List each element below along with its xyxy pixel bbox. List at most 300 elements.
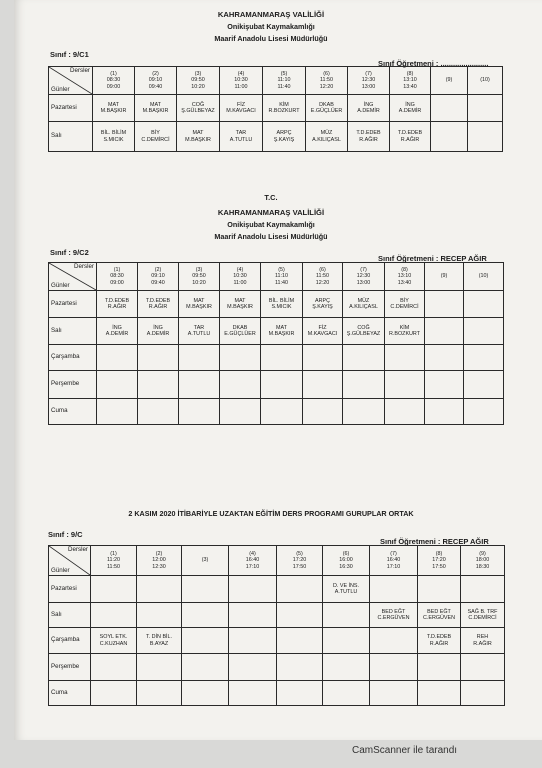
top-fragment: [0, 0, 542, 2]
lesson-cell: [93, 95, 135, 122]
period-n: (2): [152, 70, 159, 77]
period-t1: 11:50: [319, 77, 334, 84]
lesson-cell: [97, 318, 138, 345]
lesson-cell: [220, 399, 261, 425]
lesson-cell: [261, 371, 303, 399]
day-label: Salı: [49, 318, 97, 345]
period-n: (6): [342, 550, 350, 557]
lesson-name: ARPÇ: [315, 297, 330, 304]
lesson-cell: [220, 318, 261, 345]
corner-dersler: Dersler: [68, 546, 88, 553]
period-t1: 09:10: [148, 77, 163, 84]
b1-line2: Onikişubat Kaymakamlığı: [227, 22, 315, 31]
teacher-name: A.KILIÇASL: [312, 136, 341, 143]
period-t2: 09:40: [151, 279, 165, 286]
period-header: [177, 67, 220, 95]
lesson-cell: [461, 576, 505, 603]
period-t2: 11:00: [233, 279, 247, 286]
lesson-cell: [418, 628, 461, 654]
period-n: (5): [278, 266, 285, 273]
lesson-name: İNG: [153, 324, 163, 331]
lesson-name: FİZ: [318, 324, 327, 331]
lesson-cell: [138, 399, 179, 425]
period-t2: 12:30: [152, 563, 166, 570]
lesson-name: REH: [476, 634, 489, 641]
lesson-name: MAT: [276, 324, 287, 331]
lesson-name: TAR: [235, 130, 247, 137]
lesson-name: T.D.EDEB: [356, 130, 381, 137]
period-t1: 08:30: [110, 273, 124, 280]
lesson-cell: [182, 576, 229, 603]
lesson-name: BED EĞT: [427, 608, 451, 615]
day-row: [49, 681, 505, 706]
lesson-name: BİL. BİLİM: [100, 130, 127, 137]
period-t1: 13:10: [403, 77, 417, 84]
period-n: (2): [154, 266, 162, 273]
lesson-cell: [137, 603, 182, 628]
lesson-name: MÜZ: [320, 130, 333, 137]
lesson-name: MAT: [234, 297, 246, 304]
period-t1: 12:30: [361, 77, 376, 84]
teacher-name: M.KAVGACI: [307, 331, 338, 337]
lesson-cell: [418, 576, 461, 603]
lesson-name: SAĞ B. TRF: [467, 608, 498, 615]
lesson-cell: [277, 576, 323, 603]
b3-title: 2 KASIM 2020 İTİBARİYLE UZAKTAN EĞİTİM DERS PROGRAMI GURUPLAR ORTAK: [128, 509, 414, 518]
lesson-cell: [263, 122, 306, 152]
period-header: [306, 67, 348, 95]
period-n: (8): [435, 550, 443, 557]
lesson-cell: [431, 122, 468, 152]
day-label: Perşembe: [49, 654, 91, 681]
lesson-name: ARPÇ: [276, 130, 292, 137]
lesson-cell: [461, 603, 505, 628]
day-row: [49, 654, 505, 681]
lesson-cell: [179, 291, 220, 318]
lesson-name: COĞ: [357, 324, 370, 331]
period-t2: 11:50: [106, 563, 121, 570]
teacher-name: B.AYAZ: [149, 640, 169, 647]
period-header: [137, 546, 182, 576]
lesson-cell: [323, 628, 370, 654]
teacher-name: R.AĞIR: [429, 640, 449, 647]
period-n: (5): [280, 70, 288, 77]
period-header: [220, 263, 261, 291]
lesson-cell: [303, 291, 343, 318]
lesson-cell: [97, 399, 138, 425]
lesson-name: KİM: [279, 101, 289, 108]
teacher-name: M.BAŞKIR: [186, 304, 212, 310]
lesson-cell: [229, 654, 277, 681]
lesson-cell: [343, 371, 385, 399]
period-header: [91, 546, 137, 576]
day-label: Çarşamba: [49, 628, 91, 654]
lesson-cell: [179, 371, 220, 399]
lesson-cell: [229, 576, 277, 603]
lesson-cell: [385, 371, 425, 399]
teacher-name: Ş.GÜLBEYAZ: [181, 108, 215, 114]
lesson-cell: [323, 576, 370, 603]
lesson-cell: [220, 95, 263, 122]
corner-dersler: Dersler: [74, 263, 94, 270]
b2-class-label: Sınıf : 9/C2: [50, 248, 89, 257]
corner-gunler: Günler: [51, 281, 70, 289]
period-header: [370, 546, 418, 576]
period-header: [229, 546, 277, 576]
teacher-name: M.BAŞKIR: [100, 108, 127, 114]
day-row: [49, 95, 503, 122]
header-row: [49, 263, 504, 291]
teacher-name: A.KILIÇASL: [349, 304, 378, 310]
day-row: [49, 628, 505, 654]
lesson-cell: [343, 345, 385, 371]
period-n: (9): [440, 273, 448, 280]
lesson-cell: [263, 95, 306, 122]
timetable-9c-remote: [48, 545, 505, 706]
lesson-cell: [425, 345, 464, 371]
lesson-cell: [370, 654, 418, 681]
lesson-cell: [177, 122, 220, 152]
lesson-name: DKAB: [232, 324, 248, 331]
lesson-cell: [277, 603, 323, 628]
b2-tc: T.C.: [264, 193, 278, 202]
teacher-name: A.TUTLU: [187, 331, 211, 337]
lesson-cell: [468, 122, 503, 152]
teacher-name: M.BAŞKIR: [142, 108, 169, 114]
period-t1: 16:40: [245, 557, 260, 564]
period-header: [461, 546, 505, 576]
lesson-name: SOYL ETK.: [99, 634, 128, 641]
lesson-name: DKAB: [319, 101, 334, 108]
lesson-cell: [461, 654, 505, 681]
b2-title: KAHRAMANMARAŞ VALİLİĞİ: [217, 208, 325, 217]
lesson-cell: [97, 345, 138, 371]
day-row: [49, 371, 504, 399]
lesson-cell: [220, 122, 263, 152]
period-header: [135, 67, 177, 95]
lesson-cell: [370, 576, 418, 603]
teacher-name: C.DEMİRCİ: [141, 136, 170, 143]
lesson-cell: [137, 681, 182, 706]
b2-line2: Onikişubat Kaymakamlığı: [227, 220, 315, 229]
lesson-cell: [138, 371, 179, 399]
lesson-name: MAT: [192, 130, 204, 137]
lesson-cell: [306, 122, 348, 152]
lesson-cell: [425, 399, 464, 425]
corner-cell: [49, 67, 93, 95]
teacher-name: M.BAŞKIR: [268, 331, 295, 337]
lesson-cell: [220, 291, 261, 318]
period-header: [418, 546, 461, 576]
teacher-name: Ş.KAYIŞ: [273, 136, 295, 143]
lesson-cell: [431, 95, 468, 122]
period-header: [390, 67, 431, 95]
period-header: [343, 263, 385, 291]
teacher-name: C.DEMİRCİ: [468, 615, 497, 621]
period-t1: 12:00: [152, 557, 166, 564]
lesson-cell: [138, 345, 179, 371]
lesson-cell: [137, 628, 182, 654]
lesson-cell: [261, 318, 303, 345]
lesson-cell: [461, 628, 505, 654]
period-t2: 12:20: [319, 83, 334, 90]
period-header: [277, 546, 323, 576]
lesson-cell: [91, 654, 137, 681]
teacher-name: C.KUZHAN: [99, 640, 128, 647]
teacher-name: A.DEMİR: [146, 331, 170, 337]
header-row: [49, 546, 505, 576]
period-header: [93, 67, 135, 95]
lesson-cell: [182, 681, 229, 706]
teacher-name: C.DEMİRCİ: [390, 304, 419, 310]
period-n: (4): [237, 70, 245, 77]
period-t2: 13:00: [361, 83, 376, 90]
period-n: (1): [110, 70, 117, 77]
corner-cell: [49, 546, 91, 576]
lesson-cell: [261, 399, 303, 425]
teacher-name: A.TUTLU: [334, 589, 358, 595]
period-t2: 13:40: [397, 279, 412, 286]
lesson-name: İNG: [405, 101, 415, 108]
b3-teacher-label: Sınıf Öğretmeni : RECEP AĞIR: [380, 537, 489, 546]
period-t1: 11:50: [315, 273, 330, 280]
lesson-name: T.D.EDEB: [104, 297, 130, 304]
lesson-cell: [177, 95, 220, 122]
lesson-cell: [323, 603, 370, 628]
period-n: (10): [478, 273, 489, 280]
day-row: [49, 318, 504, 345]
teacher-name: R.AĞIR: [400, 136, 420, 143]
b1-teacher-label: Sınıf Öğretmeni : .......................: [378, 59, 489, 68]
lesson-cell: [182, 654, 229, 681]
lesson-name: BİL. BİLİM: [268, 297, 295, 304]
lesson-cell: [464, 371, 504, 399]
period-t2: 13:00: [356, 279, 371, 286]
lesson-cell: [370, 603, 418, 628]
period-t2: 09:00: [110, 279, 124, 286]
period-t1: 11:10: [274, 273, 289, 280]
lesson-name: T.D.EDEB: [145, 297, 171, 304]
period-t2: 10:20: [192, 279, 206, 286]
teacher-name: R.AĞIR: [148, 304, 168, 310]
b3-class-label: Sınıf : 9/C: [48, 530, 83, 539]
period-t1: 16:00: [339, 557, 353, 564]
b1-class-label: Sınıf : 9/C1: [50, 50, 89, 59]
lesson-cell: [220, 371, 261, 399]
period-t2: 17:50: [292, 563, 307, 570]
lesson-name: T.D.EDEB: [397, 130, 423, 137]
period-t1: 17:20: [432, 557, 446, 564]
period-t2: 17:10: [386, 563, 401, 570]
period-n: (7): [360, 266, 367, 273]
period-header: [263, 67, 306, 95]
lesson-cell: [137, 576, 182, 603]
lesson-cell: [261, 291, 303, 318]
corner-cell: [49, 263, 97, 291]
lesson-name: MAT: [150, 101, 161, 108]
period-n: (6): [319, 266, 326, 273]
lesson-cell: [91, 628, 137, 654]
teacher-name: S.MICIK: [103, 136, 124, 143]
period-n: (4): [249, 550, 256, 557]
lesson-cell: [418, 654, 461, 681]
day-label: Pazartesi: [49, 576, 91, 603]
period-t2: 18:30: [475, 563, 490, 570]
lesson-cell: [303, 345, 343, 371]
day-row: [49, 291, 504, 318]
lesson-cell: [343, 399, 385, 425]
period-t1: 09:50: [191, 77, 205, 84]
lesson-cell: [93, 122, 135, 152]
timetable-9c2: [48, 262, 504, 425]
teacher-name: C.ERGÜVEN: [377, 615, 410, 621]
lesson-cell: [390, 122, 431, 152]
day-row: [49, 345, 504, 371]
teacher-name: E.GÜÇLÜER: [224, 331, 256, 337]
teacher-name: A.DEMİR: [105, 331, 129, 337]
lesson-name: D. VE İNS.: [332, 582, 360, 589]
lesson-cell: [179, 318, 220, 345]
lesson-cell: [385, 291, 425, 318]
period-t1: 11:10: [277, 77, 291, 84]
day-row: [49, 122, 503, 152]
day-label: Perşembe: [49, 371, 97, 399]
lesson-cell: [418, 681, 461, 706]
period-n: (8): [401, 266, 408, 273]
period-header: [464, 263, 504, 291]
lesson-name: MÜZ: [357, 297, 370, 304]
period-t1: 13:10: [397, 273, 412, 280]
corner-gunler: Günler: [51, 85, 70, 93]
period-t1: 08:30: [106, 77, 121, 84]
lesson-cell: [390, 95, 431, 122]
teacher-name: M.BAŞKIR: [227, 304, 253, 310]
period-n: (1): [110, 550, 117, 557]
period-n: (9): [445, 77, 453, 84]
lesson-cell: [468, 95, 503, 122]
lesson-cell: [370, 628, 418, 654]
lesson-cell: [385, 318, 425, 345]
lesson-name: BİY: [151, 130, 160, 137]
day-row: [49, 576, 505, 603]
lesson-cell: [464, 345, 504, 371]
lesson-cell: [277, 654, 323, 681]
period-t1: 17:20: [292, 557, 307, 564]
period-header: [303, 263, 343, 291]
period-header: [179, 263, 220, 291]
period-n: (3): [195, 266, 203, 273]
period-header: [182, 546, 229, 576]
lesson-cell: [97, 291, 138, 318]
lesson-cell: [97, 371, 138, 399]
period-t2: 11:40: [277, 83, 291, 90]
period-t1: 11:20: [106, 557, 121, 564]
teacher-name: S.MICIK: [271, 304, 292, 310]
teacher-name: E.GÜÇLÜER: [310, 108, 343, 114]
b2-line3: Maarif Anadolu Lisesi Müdürlüğü: [214, 232, 328, 241]
lesson-cell: [464, 318, 504, 345]
period-n: (10): [480, 77, 490, 84]
period-header: [323, 546, 370, 576]
teacher-name: R.AĞIR: [359, 136, 378, 143]
day-label: Çarşamba: [49, 345, 97, 371]
lesson-name: FİZ: [236, 101, 246, 108]
lesson-name: BED EĞT: [381, 608, 406, 615]
teacher-name: Ş.KAYIŞ: [312, 304, 333, 310]
teacher-name: R.BOZKURT: [268, 108, 300, 114]
lesson-cell: [91, 576, 137, 603]
period-n: (6): [323, 70, 330, 77]
lesson-cell: [261, 345, 303, 371]
period-t1: 18:00: [475, 557, 490, 564]
period-t1: 10:30: [233, 273, 247, 280]
day-label: Cuma: [49, 399, 97, 425]
period-header: [431, 67, 468, 95]
lesson-cell: [91, 681, 137, 706]
period-t1: 10:30: [234, 77, 248, 84]
lesson-cell: [425, 291, 464, 318]
teacher-name: C.ERGÜVEN: [422, 615, 456, 621]
period-t2: 13:40: [403, 83, 417, 90]
teacher-name: A.DEMİR: [357, 108, 380, 114]
period-t2: 16:30: [339, 563, 353, 570]
day-label: Pazartesi: [49, 95, 93, 122]
lesson-cell: [323, 654, 370, 681]
day-row: [49, 399, 504, 425]
lesson-cell: [461, 681, 505, 706]
timetable-9c1: [48, 66, 503, 152]
day-row: [49, 603, 505, 628]
day-label: Salı: [49, 122, 93, 152]
lesson-cell: [303, 318, 343, 345]
lesson-cell: [220, 345, 261, 371]
teacher-name: A.DEMİR: [398, 108, 422, 114]
teacher-name: M.BAŞKIR: [185, 136, 211, 143]
lesson-name: MAT: [193, 297, 205, 304]
period-header: [97, 263, 138, 291]
lesson-name: BİY: [400, 297, 409, 304]
lesson-name: MAT: [108, 101, 119, 108]
period-t2: 11:00: [234, 83, 248, 90]
period-t1: 12:30: [356, 273, 371, 280]
period-n: (1): [113, 266, 121, 273]
lesson-cell: [182, 628, 229, 654]
lesson-cell: [370, 681, 418, 706]
lesson-name: KİM: [399, 324, 410, 331]
period-t2: 09:00: [106, 83, 121, 90]
lesson-cell: [464, 399, 504, 425]
period-header: [425, 263, 464, 291]
lesson-cell: [182, 603, 229, 628]
lesson-name: TAR: [193, 324, 205, 331]
lesson-cell: [277, 681, 323, 706]
lesson-cell: [425, 318, 464, 345]
lesson-name: COĞ: [191, 101, 205, 108]
period-header: [468, 67, 503, 95]
b1-title: KAHRAMANMARAŞ VALİLİĞİ: [217, 10, 325, 19]
lesson-cell: [229, 681, 277, 706]
lesson-cell: [343, 291, 385, 318]
period-n: (4): [236, 266, 244, 273]
lesson-cell: [138, 318, 179, 345]
lesson-cell: [306, 95, 348, 122]
period-t1: 16:40: [386, 557, 401, 564]
period-header: [385, 263, 425, 291]
lesson-cell: [135, 122, 177, 152]
period-n: (3): [201, 557, 209, 564]
lesson-cell: [385, 399, 425, 425]
teacher-name: Ş.GÜLBEYAZ: [346, 331, 381, 337]
